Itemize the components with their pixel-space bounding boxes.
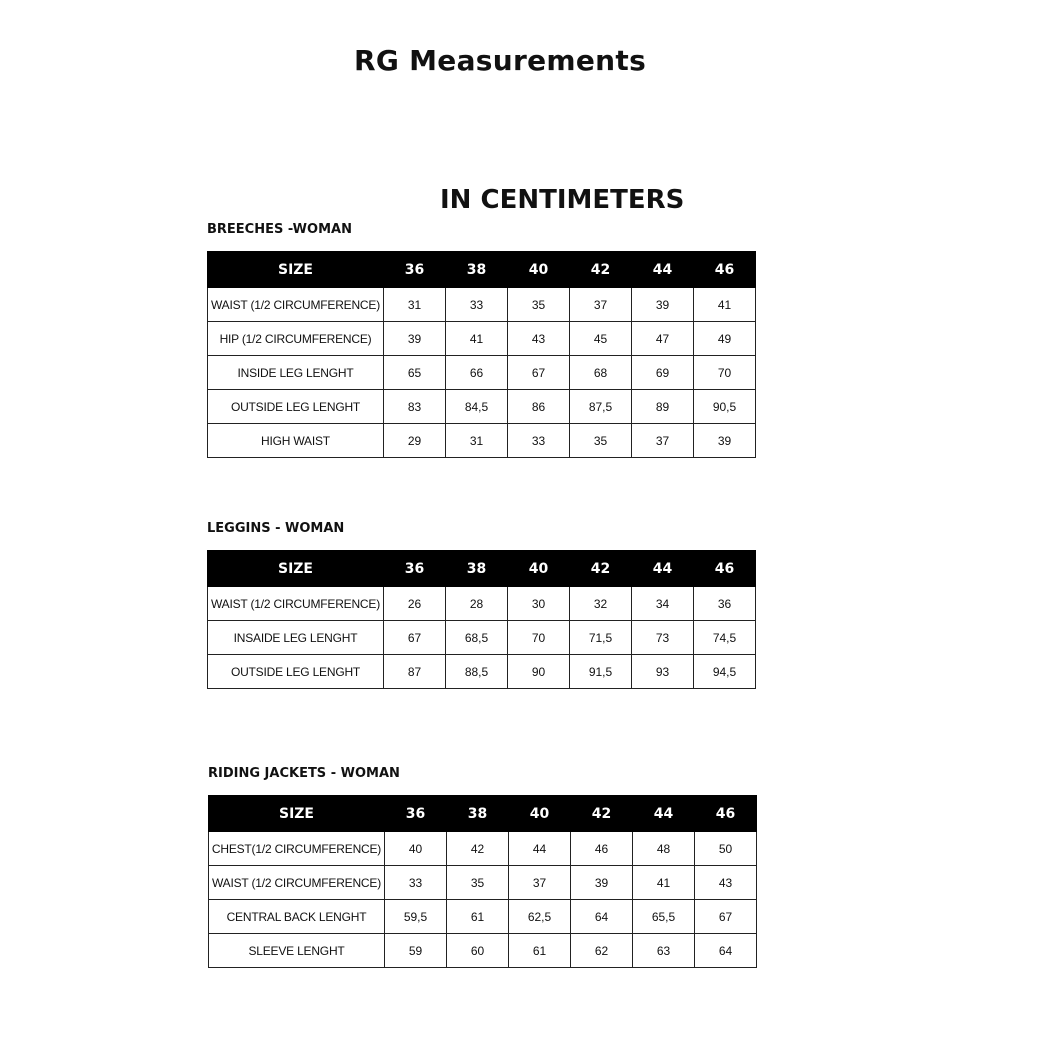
measurement-value: 43: [508, 322, 570, 356]
measurement-value: 32: [570, 587, 632, 621]
measurement-value: 62,5: [509, 900, 571, 934]
header-cell-size-value: 36: [384, 551, 446, 587]
measurement-label: CENTRAL BACK LENGHT: [209, 900, 385, 934]
measurement-value: 70: [694, 356, 756, 390]
section-title-riding-jackets: RIDING JACKETS - WOMAN: [208, 766, 400, 781]
measurement-value: 30: [508, 587, 570, 621]
page-title: RG Measurements: [353, 44, 647, 77]
section-title-leggins: LEGGINS - WOMAN: [207, 521, 345, 536]
header-cell-size-value: 46: [695, 796, 757, 832]
measurement-value: 47: [632, 322, 694, 356]
table-row: [208, 424, 756, 458]
measurement-value: 67: [384, 621, 446, 655]
measurement-value: 61: [509, 934, 571, 968]
measurement-value: 45: [570, 322, 632, 356]
header-cell-size: SIZE: [208, 551, 384, 587]
measurement-value: 39: [384, 322, 446, 356]
measurement-label: HIGH WAIST: [208, 424, 384, 458]
measurement-value: 89: [632, 390, 694, 424]
measurement-value: 60: [447, 934, 509, 968]
table-row: [208, 288, 756, 322]
header-cell-size-value: 42: [570, 252, 632, 288]
measurement-value: 67: [695, 900, 757, 934]
header-cell-size-value: 40: [508, 252, 570, 288]
measurement-label: WAIST (1/2 CIRCUMFERENCE): [208, 587, 384, 621]
header-cell-size: SIZE: [209, 796, 385, 832]
measurement-label: SLEEVE LENGHT: [209, 934, 385, 968]
table-row: [209, 934, 757, 968]
measurement-label: HIP (1/2 CIRCUMFERENCE): [208, 322, 384, 356]
table-row: [209, 866, 757, 900]
measurement-value: 62: [571, 934, 633, 968]
header-cell-size-value: 44: [633, 796, 695, 832]
measurement-value: 87,5: [570, 390, 632, 424]
measurement-value: 94,5: [694, 655, 756, 689]
header-cell-size-value: 38: [447, 796, 509, 832]
measurement-label: OUTSIDE LEG LENGHT: [208, 655, 384, 689]
table-header-row: [208, 252, 756, 288]
measurement-value: 61: [447, 900, 509, 934]
units-heading: IN CENTIMETERS: [440, 185, 685, 215]
header-cell-size-value: 38: [446, 252, 508, 288]
measurement-label: CHEST(1/2 CIRCUMFERENCE): [209, 832, 385, 866]
measurement-value: 41: [633, 866, 695, 900]
measurement-value: 35: [508, 288, 570, 322]
measurement-value: 36: [694, 587, 756, 621]
measurement-value: 70: [508, 621, 570, 655]
measurement-value: 46: [571, 832, 633, 866]
measurement-value: 83: [384, 390, 446, 424]
measurement-value: 90: [508, 655, 570, 689]
measurement-value: 29: [384, 424, 446, 458]
measurement-value: 34: [632, 587, 694, 621]
measurement-value: 64: [571, 900, 633, 934]
measurement-value: 59,5: [385, 900, 447, 934]
measurement-label: INSIDE LEG LENGHT: [208, 356, 384, 390]
measurement-value: 31: [384, 288, 446, 322]
table-header-row: [208, 551, 756, 587]
measurement-value: 64: [695, 934, 757, 968]
measurement-label: OUTSIDE LEG LENGHT: [208, 390, 384, 424]
measurement-value: 49: [694, 322, 756, 356]
header-cell-size: SIZE: [208, 252, 384, 288]
header-cell-size-value: 44: [632, 551, 694, 587]
header-cell-size-value: 46: [694, 551, 756, 587]
measurement-value: 37: [570, 288, 632, 322]
measurement-value: 41: [446, 322, 508, 356]
measurement-value: 33: [385, 866, 447, 900]
measurement-value: 35: [570, 424, 632, 458]
measurement-value: 90,5: [694, 390, 756, 424]
header-cell-size-value: 42: [571, 796, 633, 832]
header-cell-size-value: 38: [446, 551, 508, 587]
measurement-value: 28: [446, 587, 508, 621]
measurement-label: INSAIDE LEG LENGHT: [208, 621, 384, 655]
table-row: [208, 356, 756, 390]
measurement-value: 39: [694, 424, 756, 458]
measurement-value: 33: [508, 424, 570, 458]
measurement-value: 68: [570, 356, 632, 390]
table-row: [208, 322, 756, 356]
measurement-value: 84,5: [446, 390, 508, 424]
table-row: [208, 587, 756, 621]
measurement-value: 63: [633, 934, 695, 968]
table-row: [209, 832, 757, 866]
measurement-value: 59: [385, 934, 447, 968]
measurement-value: 37: [632, 424, 694, 458]
measurement-value: 39: [571, 866, 633, 900]
measurement-value: 65,5: [633, 900, 695, 934]
measurement-value: 65: [384, 356, 446, 390]
measurement-value: 26: [384, 587, 446, 621]
measurement-value: 91,5: [570, 655, 632, 689]
header-cell-size-value: 40: [509, 796, 571, 832]
section-title-breeches: BREECHES -WOMAN: [207, 222, 352, 237]
table-row: [208, 655, 756, 689]
table-header-row: [209, 796, 757, 832]
measurement-value: 88,5: [446, 655, 508, 689]
measurement-value: 68,5: [446, 621, 508, 655]
measurement-value: 50: [695, 832, 757, 866]
measurement-value: 35: [447, 866, 509, 900]
leggins-size-table: [207, 550, 756, 689]
measurement-value: 69: [632, 356, 694, 390]
measurement-value: 66: [446, 356, 508, 390]
measurement-value: 44: [509, 832, 571, 866]
measurement-value: 40: [385, 832, 447, 866]
measurement-label: WAIST (1/2 CIRCUMFERENCE): [209, 866, 385, 900]
header-cell-size-value: 46: [694, 252, 756, 288]
table-row: [208, 621, 756, 655]
measurement-label: WAIST (1/2 CIRCUMFERENCE): [208, 288, 384, 322]
measurement-value: 31: [446, 424, 508, 458]
riding-jackets-size-table: [208, 795, 757, 968]
measurement-value: 93: [632, 655, 694, 689]
header-cell-size-value: 44: [632, 252, 694, 288]
measurement-value: 43: [695, 866, 757, 900]
table-row: [209, 900, 757, 934]
header-cell-size-value: 36: [384, 252, 446, 288]
header-cell-size-value: 36: [385, 796, 447, 832]
measurement-value: 74,5: [694, 621, 756, 655]
measurement-value: 48: [633, 832, 695, 866]
measurement-value: 73: [632, 621, 694, 655]
measurement-value: 41: [694, 288, 756, 322]
breeches-size-table: [207, 251, 756, 458]
measurement-value: 42: [447, 832, 509, 866]
header-cell-size-value: 40: [508, 551, 570, 587]
table-row: [208, 390, 756, 424]
measurement-value: 67: [508, 356, 570, 390]
measurement-value: 86: [508, 390, 570, 424]
measurement-value: 71,5: [570, 621, 632, 655]
measurement-value: 87: [384, 655, 446, 689]
header-cell-size-value: 42: [570, 551, 632, 587]
measurement-value: 37: [509, 866, 571, 900]
measurement-value: 33: [446, 288, 508, 322]
measurement-value: 39: [632, 288, 694, 322]
